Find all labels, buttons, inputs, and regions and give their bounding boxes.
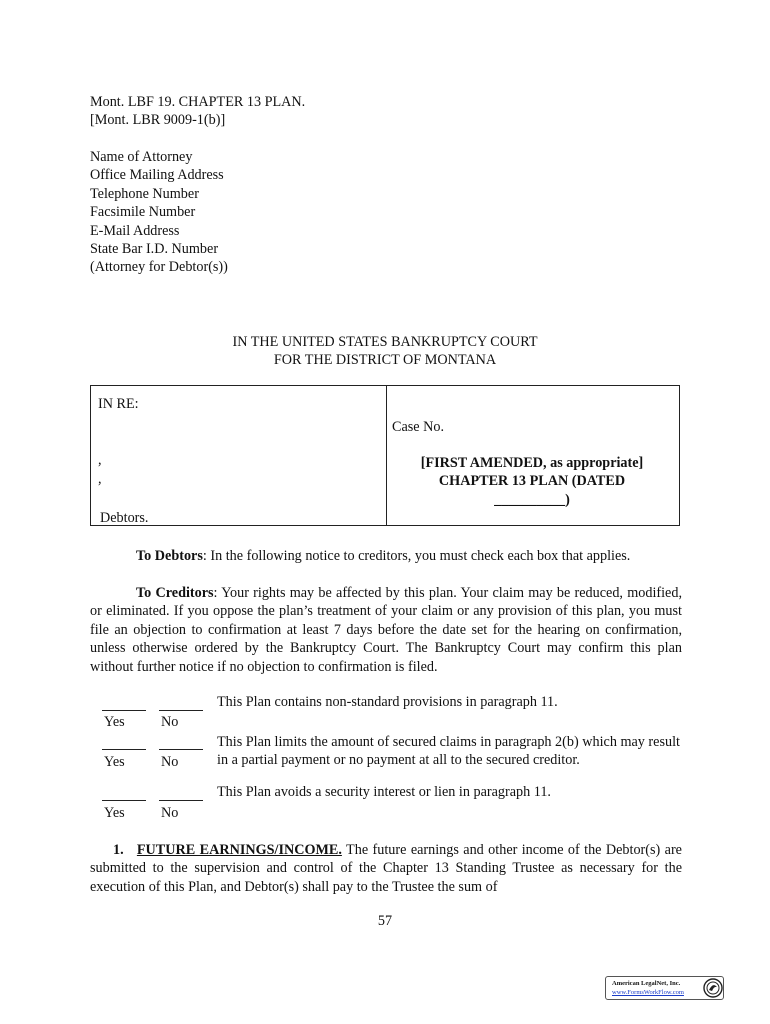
form-id: Mont. LBF 19. CHAPTER 13 PLAN. (90, 94, 306, 110)
seal-icon (703, 978, 723, 998)
yes-blank-3[interactable] (102, 800, 146, 801)
debtors-notice (90, 547, 682, 565)
attorney-email: E-Mail Address (90, 222, 180, 239)
yes-label-2: Yes (104, 754, 125, 770)
court-heading (90, 333, 680, 370)
no-blank-3[interactable] (159, 800, 203, 801)
attorney-address: Office Mailing Address (90, 167, 224, 184)
debtors-notice-text: : In the following notice to creditors, you must check each box that applies. (202, 548, 631, 564)
no-blank-2[interactable] (159, 749, 203, 750)
form-header (90, 93, 305, 130)
in-re-label: IN RE: (98, 396, 139, 412)
plan-title-line-2: CHAPTER 13 PLAN (DATED (438, 473, 626, 490)
provision-statement-1: This Plan contains non-standard provisions in paragraph 11. (217, 694, 558, 710)
no-blank-1[interactable] (159, 710, 203, 711)
section-number: 1. (113, 842, 124, 858)
creditors-notice (90, 584, 682, 676)
page-number: 57 (377, 913, 393, 929)
yes-blank-1[interactable] (102, 710, 146, 711)
court-name: IN THE UNITED STATES BANKRUPTCY COURT (232, 334, 538, 350)
plan-title-line-3: __________) (494, 491, 570, 508)
attorney-role: (Attorney for Debtor(s)) (90, 259, 228, 276)
yes-label-3: Yes (104, 805, 125, 821)
debtor-name-line-1: , (98, 452, 102, 468)
attorney-block (90, 148, 228, 277)
no-label-1: No (161, 714, 179, 730)
provision-statement-2: This Plan limits the amount of secured claims in paragraph 2(b) which may result in a partial payment or no payment at all to the secured creditor. (217, 734, 680, 769)
debtor-name-line-2: , (98, 471, 102, 487)
logo-company-name: American LegalNet, Inc. (612, 980, 681, 987)
creditors-notice-label: To Creditors (136, 585, 214, 601)
attorney-phone: Telephone Number (90, 185, 199, 202)
rule-reference: [Mont. LBR 9009-1(b)] (90, 112, 226, 129)
provision-statement-3: This Plan avoids a security interest or lien in paragraph 11. (217, 784, 551, 800)
debtors-label: Debtors. (100, 510, 149, 526)
yes-blank-2[interactable] (102, 749, 146, 750)
case-caption-box (90, 385, 680, 526)
plan-title-line-1: [FIRST AMENDED, as appropriate] (420, 455, 644, 471)
court-district: FOR THE DISTRICT OF MONTANA (273, 352, 497, 369)
logo-url-link[interactable]: www.FormsWorkFlow.com (612, 989, 684, 996)
attorney-name: Name of Attorney (90, 149, 193, 165)
no-label-3: No (161, 805, 179, 821)
attorney-bar-id: State Bar I.D. Number (90, 241, 219, 258)
case-number-label: Case No. (392, 419, 445, 435)
section-text: The future earnings and other income of the Debtor(s) are submitted to the supervision and control of the Chapter 13 Standing Trustee as necessary for the execution of this Plan, and Debtor(s) shall pay to the Trustee the sum of (90, 842, 682, 895)
footer-logo[interactable] (605, 976, 724, 1000)
section-future-earnings (90, 841, 682, 896)
yes-label-1: Yes (104, 714, 125, 730)
debtors-notice-label: To Debtors (136, 548, 203, 564)
no-label-2: No (161, 754, 179, 770)
creditors-notice-text: : Your rights may be affected by this plan. Your claim may be reduced, modified, or eliminated. If you oppose the plan’s treatment of your claim or any provision of this plan, you must file an objection to confirmation at least 7 days before the date set for the hearing on confirmation, unless otherwise ordered by the Bankruptcy Court. The Bankruptcy Court may confirm this plan without further notice if no objection to confirmation is filed. (90, 585, 682, 675)
section-heading: FUTURE EARNINGS/INCOME. (136, 842, 342, 858)
attorney-fax: Facsimile Number (90, 204, 196, 221)
plan-title (387, 454, 677, 509)
